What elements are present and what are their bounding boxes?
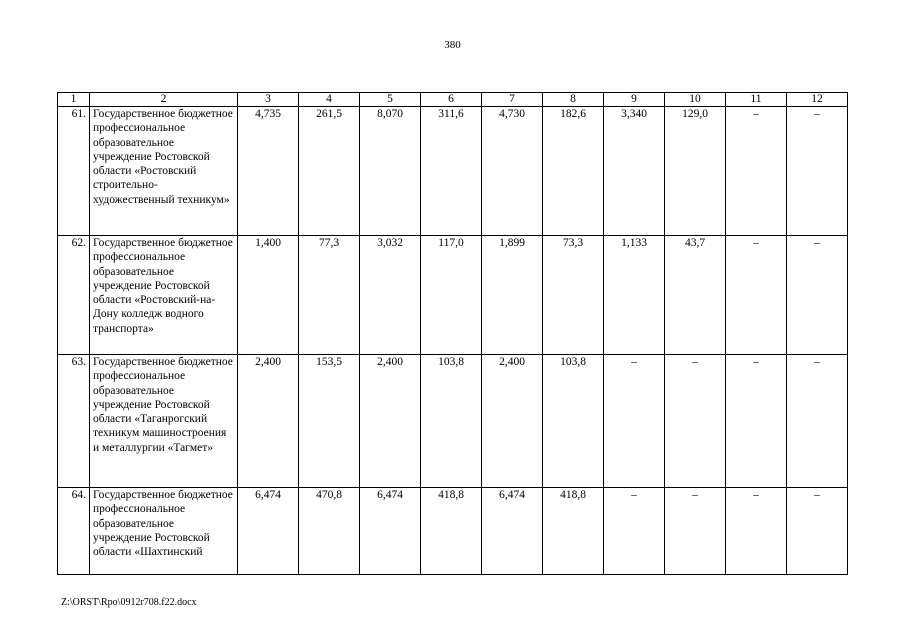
value-cell: 73,3	[543, 236, 604, 355]
header-cell: 8	[543, 93, 604, 107]
value-cell: –	[726, 355, 787, 488]
table-row	[58, 488, 848, 575]
value-cell: –	[665, 355, 726, 488]
table-header-row	[58, 93, 848, 107]
value-cell: 3,032	[360, 236, 421, 355]
value-cell: 77,3	[299, 236, 360, 355]
value-cell: 153,5	[299, 355, 360, 488]
institution-name: Государственное бюджетное профессиональное образовательное учреждение Ростовской области «Ростовский строительно-художественный техникум»	[90, 107, 238, 236]
value-cell: 418,8	[543, 488, 604, 575]
value-cell: 418,8	[421, 488, 482, 575]
row-number: 64.	[58, 488, 90, 575]
value-cell: –	[726, 236, 787, 355]
header-cell: 12	[787, 93, 848, 107]
value-cell: 4,735	[238, 107, 299, 236]
data-table	[57, 92, 848, 575]
header-cell: 9	[604, 93, 665, 107]
value-cell: 261,5	[299, 107, 360, 236]
value-cell: –	[787, 236, 848, 355]
row-number: 62.	[58, 236, 90, 355]
table-row	[58, 355, 848, 488]
institution-name: Государственное бюджетное профессиональное образовательное учреждение Ростовской области «Шахтинский	[90, 488, 238, 575]
value-cell: 4,730	[482, 107, 543, 236]
value-cell: 129,0	[665, 107, 726, 236]
value-cell: 103,8	[543, 355, 604, 488]
value-cell: 117,0	[421, 236, 482, 355]
value-cell: 2,400	[482, 355, 543, 488]
value-cell: –	[787, 107, 848, 236]
value-cell: 103,8	[421, 355, 482, 488]
row-number: 61.	[58, 107, 90, 236]
value-cell: 311,6	[421, 107, 482, 236]
header-cell: 6	[421, 93, 482, 107]
institution-name: Государственное бюджетное профессиональное образовательное учреждение Ростовской области «Ростовский-на-Дону колледж водного транспорта»	[90, 236, 238, 355]
table-row	[58, 107, 848, 236]
value-cell: 6,474	[238, 488, 299, 575]
value-cell: –	[787, 488, 848, 575]
value-cell: 1,133	[604, 236, 665, 355]
header-cell: 2	[90, 93, 238, 107]
value-cell: 3,340	[604, 107, 665, 236]
value-cell: –	[787, 355, 848, 488]
header-cell: 1	[58, 93, 90, 107]
header-cell: 3	[238, 93, 299, 107]
value-cell: 1,400	[238, 236, 299, 355]
value-cell: –	[604, 488, 665, 575]
page-number: 380	[444, 39, 461, 51]
value-cell: –	[604, 355, 665, 488]
value-cell: –	[726, 488, 787, 575]
value-cell: 470,8	[299, 488, 360, 575]
footer-file-path: Z:\ORST\Rpo\0912r708.f22.docx	[61, 597, 197, 608]
value-cell: 6,474	[360, 488, 421, 575]
value-cell: 8,070	[360, 107, 421, 236]
table-row	[58, 236, 848, 355]
value-cell: 2,400	[238, 355, 299, 488]
value-cell: 1,899	[482, 236, 543, 355]
header-cell: 7	[482, 93, 543, 107]
header-cell: 10	[665, 93, 726, 107]
row-number: 63.	[58, 355, 90, 488]
value-cell: 43,7	[665, 236, 726, 355]
header-cell: 4	[299, 93, 360, 107]
value-cell: 2,400	[360, 355, 421, 488]
value-cell: –	[726, 107, 787, 236]
value-cell: 182,6	[543, 107, 604, 236]
header-cell: 5	[360, 93, 421, 107]
value-cell: 6,474	[482, 488, 543, 575]
institution-name: Государственное бюджетное профессиональное образовательное учреждение Ростовской области «Таганрогский техникум машиностроения и металлургии «Тагмет»	[90, 355, 238, 488]
header-cell: 11	[726, 93, 787, 107]
value-cell: –	[665, 488, 726, 575]
